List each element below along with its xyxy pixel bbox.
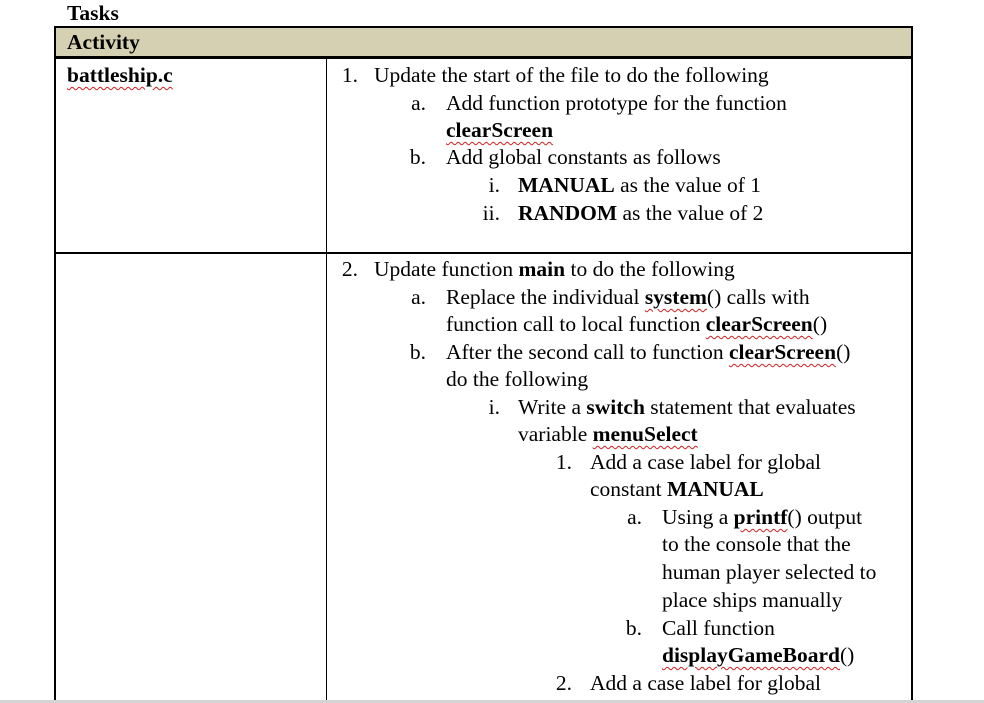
case-1b-marker: b. [625,616,642,640]
item-1-number: 1. [341,63,358,87]
table-border-row-divider [54,252,913,254]
case-2-marker: 2. [555,671,572,695]
item-2b-i-line1: Write a switch statement that evaluates [518,395,856,419]
item-2b-marker: b. [409,340,426,364]
item-1a-marker: a. [411,91,426,115]
page-title: Tasks [67,1,119,25]
case-1-marker: 1. [555,450,572,474]
item-1b-ii-text: RANDOM as the value of 2 [518,201,764,225]
item-1b-ii-marker: ii. [482,201,500,225]
item-2-text: Update function main to do the following [374,257,735,281]
table-border-column [326,58,327,703]
item-2a-marker: a. [411,285,426,309]
case-1a-line2: to the console that the [662,532,851,556]
case-1a-line1: Using a printf() output [662,505,863,529]
item-2a-line1: Replace the individual system() calls with [446,285,810,309]
item-1a-text: Add function prototype for the function [446,91,787,115]
item-1b-i-text: MANUAL as the value of 1 [518,173,762,197]
item-1a-code: clearScreen [446,118,554,142]
item-1-text: Update the start of the file to do the following [374,63,769,87]
item-2b-line1: After the second call to function clearScreen() [446,340,851,364]
case-1a-line4: place ships manually [662,588,843,612]
item-1b-i-marker: i. [488,173,500,197]
case-2-line1: Add a case label for global [590,671,822,695]
table-border-header-bottom [54,56,913,59]
table-border-right [911,26,913,703]
item-2b-i-marker: i. [488,395,500,419]
table-border-top [54,26,913,28]
item-1b-marker: b. [409,145,426,169]
table-header [55,27,912,56]
item-2b-i-line2: variable menuSelect [518,422,698,446]
item-2a-line2: function call to local function clearScreen() [446,312,828,336]
case-1a-line3: human player selected to [662,560,877,584]
case-1a-marker: a. [627,505,642,529]
file-name: battleship.c [67,63,173,87]
case-1b-line1: Call function [662,616,775,640]
item-1b-text: Add global constants as follows [446,145,721,169]
case-1b-line2: displayGameBoard() [662,643,855,667]
table-border-left [54,26,56,703]
item-2b-line2: do the following [446,367,589,391]
item-2-number: 2. [341,257,358,281]
table-header-label: Activity [67,30,140,54]
case-1-line2: constant MANUAL [590,477,764,501]
case-1-line1: Add a case label for global [590,450,822,474]
